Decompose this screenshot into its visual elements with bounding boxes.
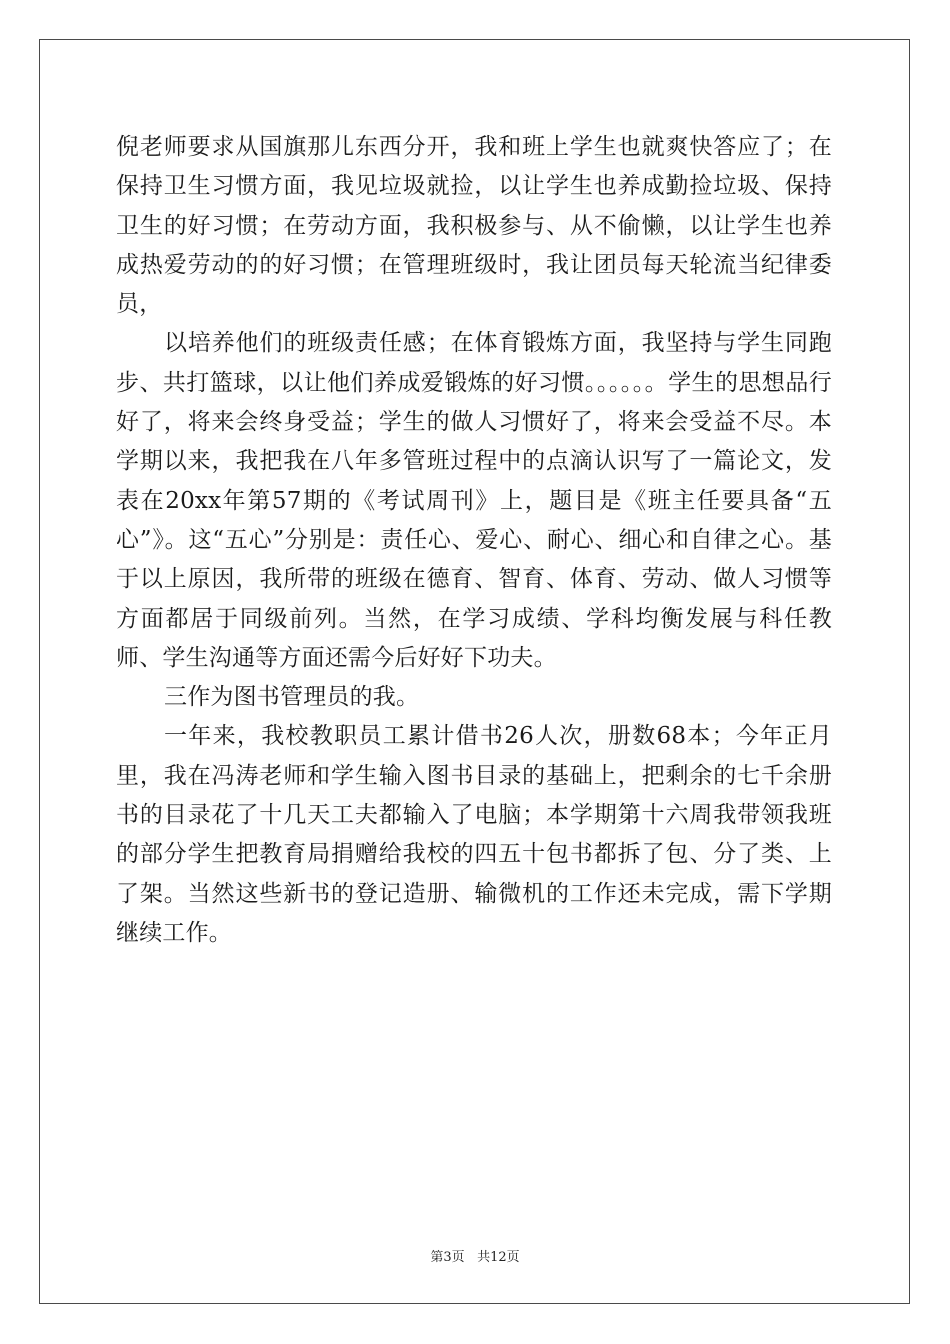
- page-number: 第3页: [430, 1250, 465, 1265]
- paragraph-3-heading: 三作为图书管理员的我。: [164, 684, 420, 711]
- page-footer: [0, 1246, 950, 1265]
- footer-spacer: [465, 1250, 477, 1265]
- paragraph-1: 倪老师要求从国旗那儿东西分开，我和班上学生也就爽快答应了；在保持卫生习惯方面，我见垃圾就捡，以让学生也养成勤捡垃圾、保持卫生的好习惯；在劳动方面，我积极参与、从不偷懒，以让学生也养成热爱劳动的的好习惯；在管理班级时，我让团员每天轮流当纪律委员，: [116, 134, 832, 318]
- paragraph-2: 以培养他们的班级责任感；在体育锻炼方面，我坚持与学生同跑步、共打篮球，以让他们养成爱锻炼的好习惯。。。。。。学生的思想品行好了，将来会终身受益；学生的做人习惯好了，将来会受益不尽。本学期以来，我把我在八年多管班过程中的点滴认识写了一篇论文，发表在20xx年第57期的《考试周刊》上，题目是《班主任要具备“五心”》。这“五心”分别是：责任心、爱心、耐心、细心和自律之心。基于以上原因，我所带的班级在德育、智育、体育、劳动、做人习惯等方面都居于同级前列。当然，在学习成绩、学科均衡发展与科任教师、学生沟通等方面还需今后好好下功夫。: [116, 330, 832, 671]
- page-total: 共12页: [477, 1250, 520, 1265]
- document-body: [116, 128, 832, 953]
- paragraph-4: 一年来，我校教职员工累计借书26人次，册数68本；今年正月里，我在冯涛老师和学生输入图书目录的基础上，把剩余的七千余册书的目录花了十几天工夫都输入了电脑；本学期第十六周我带领我班的部分学生把教育局捐赠给我校的四五十包书都拆了包、分了类、上了架。当然这些新书的登记造册、输微机的工作还未完成，需下学期继续工作。: [116, 723, 832, 946]
